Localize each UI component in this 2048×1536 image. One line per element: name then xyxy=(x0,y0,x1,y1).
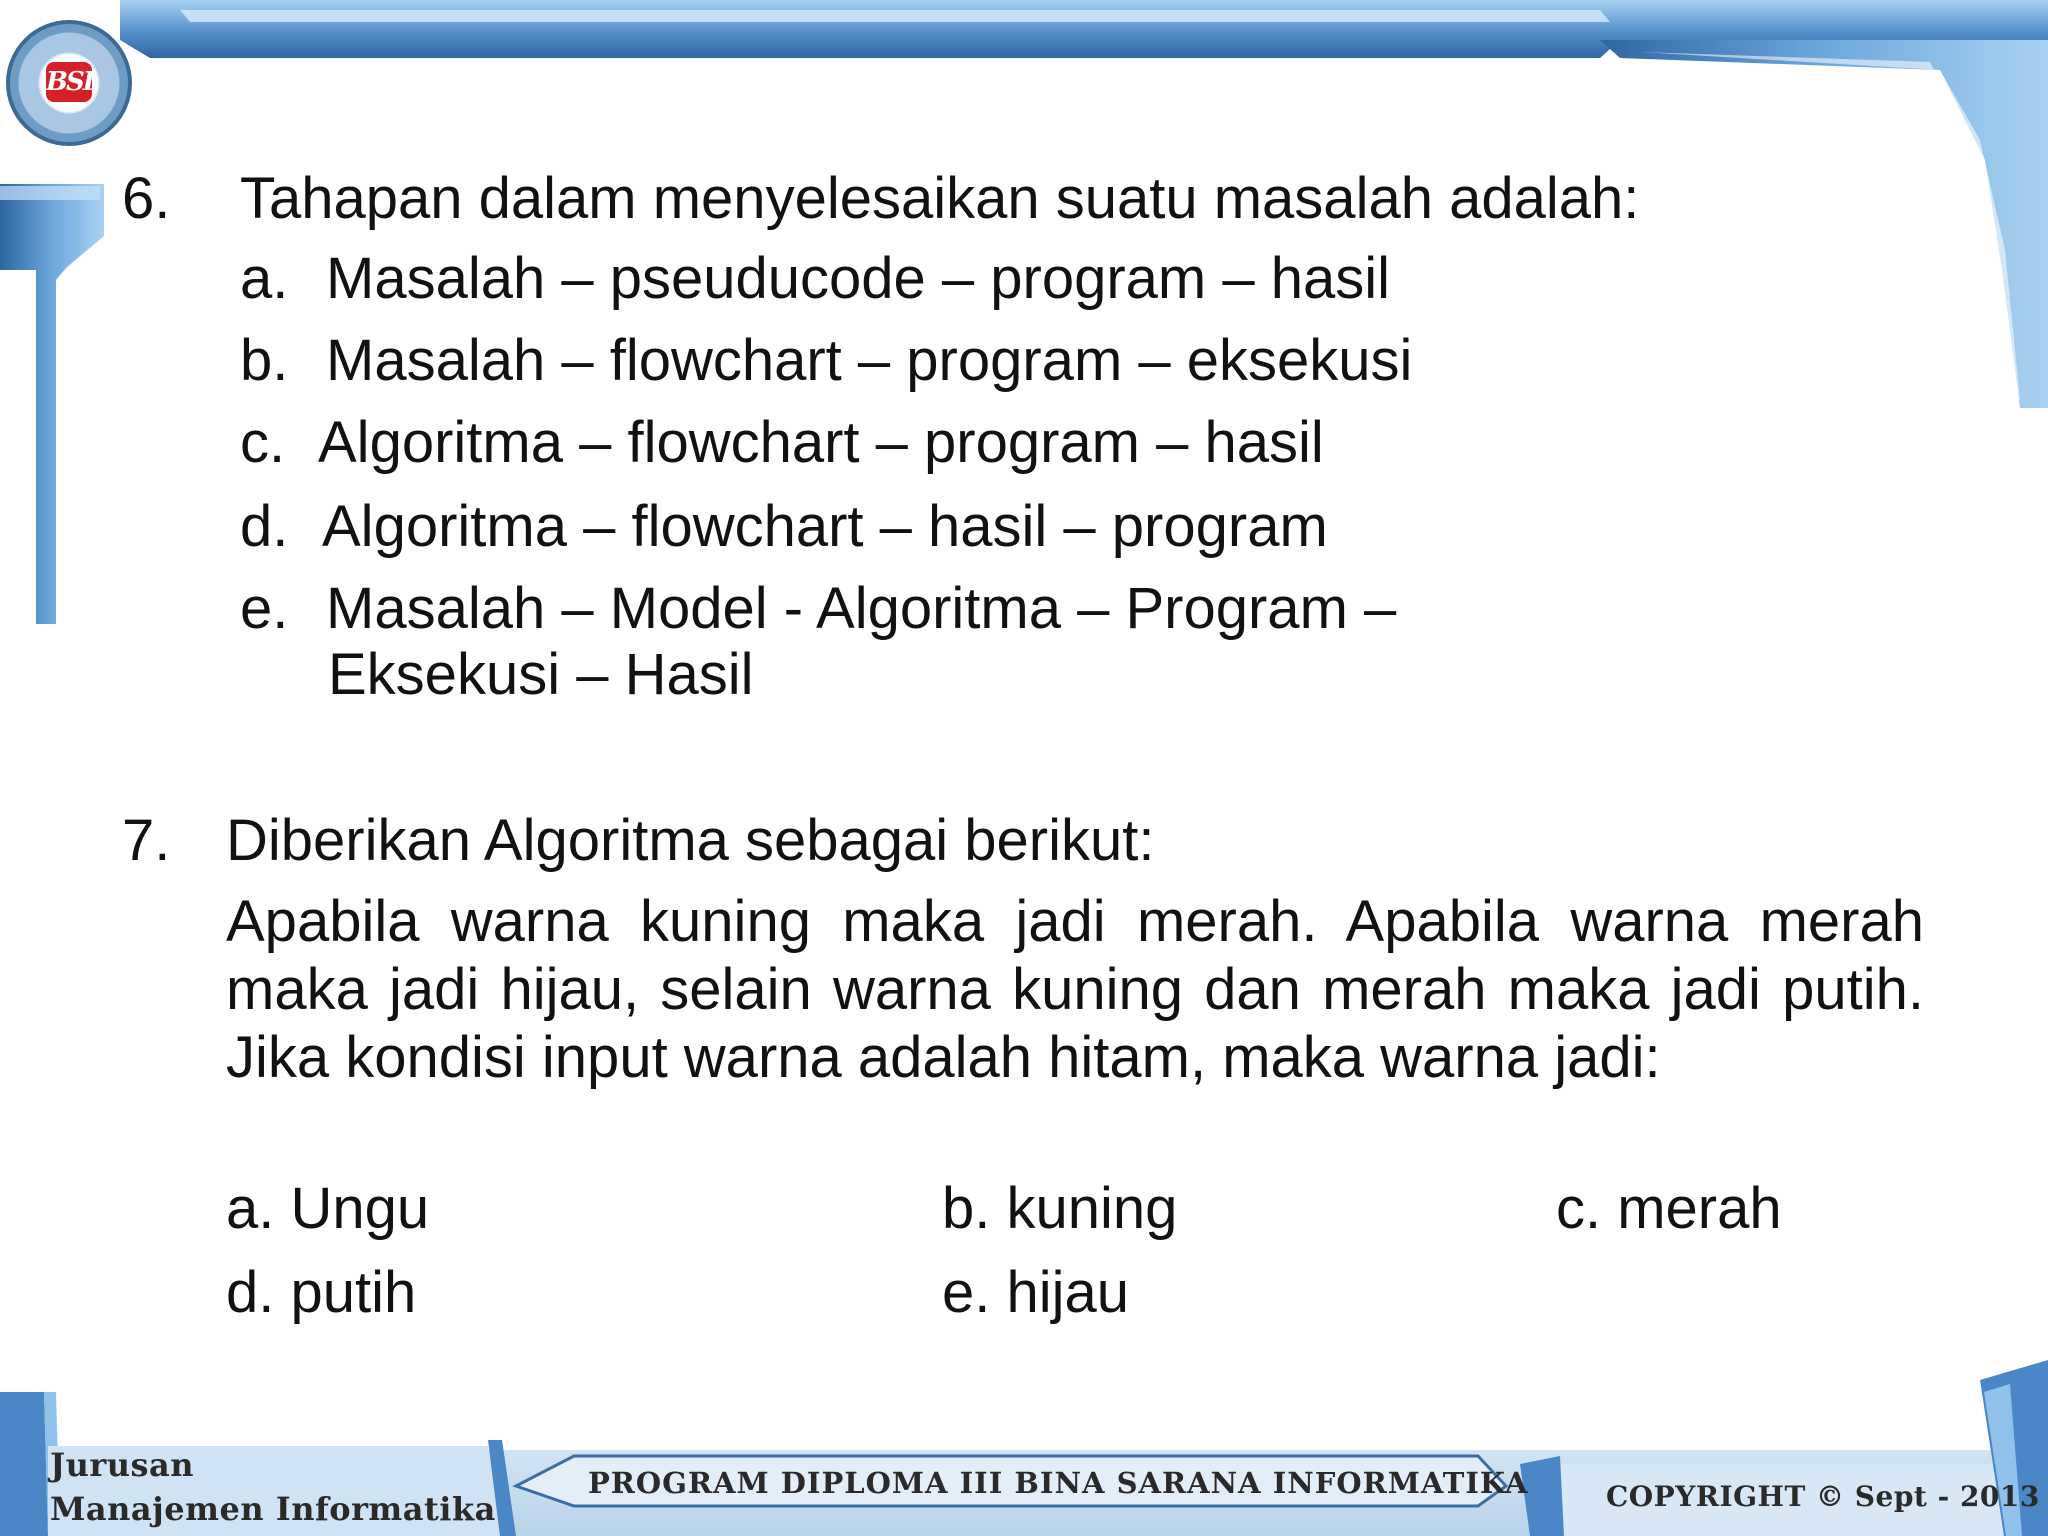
q7-option-e: e. hijau xyxy=(942,1260,1130,1325)
q7-body: Apabila warna kuning maka jadi merah. Apabila warna merah maka jadi hijau, selain warna kuning dan merah maka jadi putih. Jika kondisi input warna adalah hitam, maka warna jadi: xyxy=(226,889,1924,1090)
q6-option-a-letter: a. xyxy=(240,246,289,311)
footer-copyright: COPYRIGHT © Sept - 2013 xyxy=(1606,1480,2040,1513)
q6-option-b-letter: b. xyxy=(240,328,289,393)
q6-option-d-letter: d. xyxy=(240,494,289,559)
footer-dept-line1: Jurusan xyxy=(50,1446,195,1484)
q6-number: 6. xyxy=(122,166,171,231)
q6-option-c-text: Algoritma – flowchart – program – hasil xyxy=(318,410,1324,475)
q6-prompt: Tahapan dalam menyelesaikan suatu masalah adalah: xyxy=(240,166,1640,231)
q7-option-b: b. kuning xyxy=(942,1176,1178,1241)
footer-dept-line2: Manajemen Informatika xyxy=(50,1490,496,1528)
q6-option-a-text: Masalah – pseuducode – program – hasil xyxy=(326,246,1390,311)
q6-option-e-text: Masalah – Model - Algoritma – Program – xyxy=(326,576,1397,641)
bsi-logo xyxy=(6,20,132,146)
q7-number: 7. xyxy=(122,808,171,873)
q6-option-c-letter: c. xyxy=(240,410,286,475)
q7-option-a: a. Ungu xyxy=(226,1176,430,1241)
logo-mark: BSI xyxy=(46,62,92,102)
q6-option-b-text: Masalah – flowchart – program – eksekusi xyxy=(326,328,1413,393)
footer-program: PROGRAM DIPLOMA III BINA SARANA INFORMATIKA xyxy=(588,1466,1529,1500)
q6-option-d-text: Algoritma – flowchart – hasil – program xyxy=(322,494,1328,559)
q6-option-e-letter: e. xyxy=(240,576,289,641)
q6-option-e-text-line2: Eksekusi – Hasil xyxy=(328,642,754,707)
q7-prompt: Diberikan Algoritma sebagai berikut: xyxy=(226,808,1155,873)
q7-option-c: c. merah xyxy=(1556,1176,1782,1241)
q7-option-d: d. putih xyxy=(226,1260,417,1325)
